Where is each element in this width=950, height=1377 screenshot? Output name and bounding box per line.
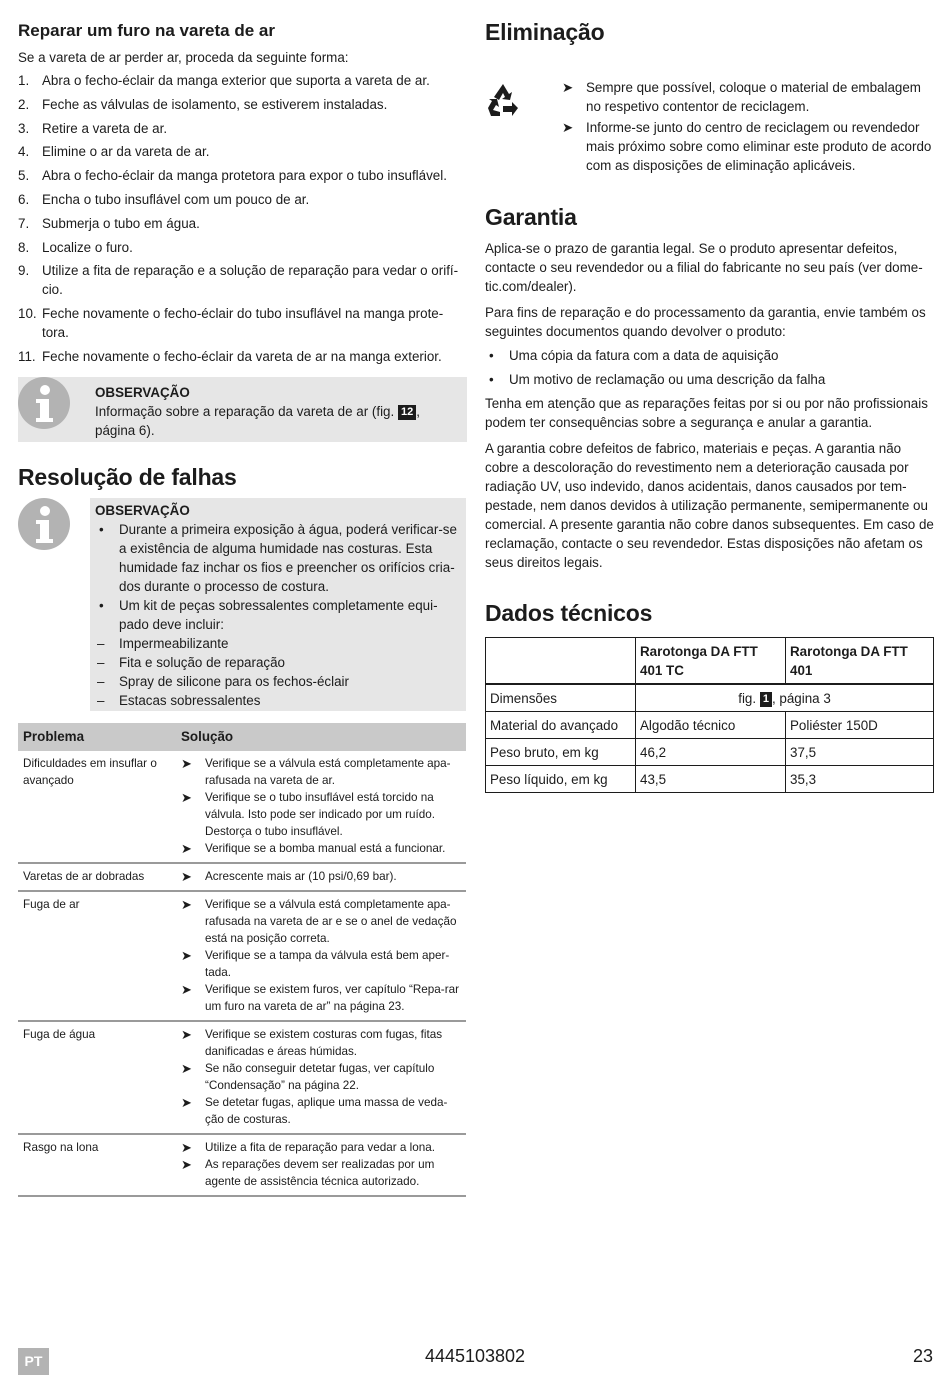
solution-text: Se detetar fugas, aplique uma massa de veda-ção de costuras. (205, 1095, 448, 1126)
list-item (95, 634, 458, 653)
warranty-title: Garantia (485, 204, 577, 230)
list-item (485, 370, 934, 389)
step-text: Utilize a fita de reparação e a solução de reparação para vedar o orifí-cio. (42, 263, 459, 298)
bullet-icon: • (99, 597, 104, 613)
step-number: 11. (18, 348, 36, 364)
disposal-section (485, 78, 934, 175)
solution-text: As reparações devem ser realizadas por um agente de assistência técnica autorizado. (205, 1157, 435, 1188)
col-header-solution: Solução (176, 723, 466, 751)
step-text: Abra o fecho-éclair da manga protetora para expor o tubo insuflável. (42, 168, 447, 184)
solution-item (181, 1060, 461, 1094)
fig-reference: 12 (398, 405, 416, 420)
list-item (18, 261, 467, 299)
tech-row (486, 712, 934, 739)
tech-header-model-1: Rarotonga DA FTT 401 TC (636, 638, 786, 685)
disposal-text: Informe-se junto do centro de reciclagem ou revendedor mais próximo sobre como eliminar este produto de acordo com as disposições de eliminação aplicáveis. (586, 120, 932, 173)
step-number: 2. (18, 96, 30, 112)
note-troubleshoot (90, 498, 466, 711)
warranty-paragraph-2: Para fins de reparação e do processamento da garantia, envie também os seguintes documentos quando devolver o produto: (485, 305, 926, 339)
col-header-problem: Problema (18, 723, 176, 751)
bullet-text: Uma cópia da fatura com a data de aquisição (509, 348, 779, 363)
solution-item (181, 789, 461, 840)
note-bullets (95, 520, 458, 634)
disposal-title: Eliminação (485, 19, 605, 45)
solution-item (181, 1026, 461, 1060)
dash-icon: – (97, 673, 105, 689)
tech-value: 46,2 (636, 739, 786, 766)
arrow-right-icon: ➤ (181, 868, 192, 884)
step-text: Submerja o tubo em água. (42, 215, 200, 231)
solution-text: Verifique se a tampa da válvula está bem aper-tada. (205, 948, 450, 979)
solution-item (181, 755, 461, 789)
dash-text: Spray de silicone para os fechos-éclair (119, 673, 349, 689)
note-repair (18, 377, 467, 442)
step-text: Feche novamente o fecho-éclair da vareta de ar na manga exterior. (42, 348, 442, 364)
step-number: 6. (18, 191, 30, 207)
fig-reference: 1 (760, 692, 772, 707)
troubleshoot-title: Resolução de falhas (18, 463, 237, 490)
step-number: 3. (18, 120, 30, 136)
list-item (485, 346, 934, 365)
disposal-item (562, 78, 934, 116)
step-number: 1. (18, 73, 30, 88)
solution-text: Se não conseguir detetar fugas, ver capítulo “Condensação” na página 22. (205, 1061, 435, 1092)
table-row (18, 1134, 466, 1196)
tech-row (486, 684, 934, 712)
dash-icon: – (97, 692, 105, 708)
disposal-list (562, 78, 934, 175)
repair-intro: Se a vareta de ar perder ar, proceda da seguinte forma: (18, 50, 349, 65)
note-troubleshoot-wrap (18, 498, 467, 712)
table-row (18, 891, 466, 1021)
arrow-right-icon: ➤ (181, 1026, 192, 1042)
list-item (95, 653, 458, 672)
arrow-right-icon: ➤ (181, 947, 192, 963)
solution-text: Verifique se existem furos, ver capítulo “Repa-rar um furo na vareta de ar” na página 23. (205, 982, 459, 1013)
tech-title: Dados técnicos (485, 600, 653, 626)
dash-text: Fita e solução de reparação (119, 654, 285, 670)
step-text: Elimine o ar da vareta de ar. (42, 144, 210, 160)
right-column (485, 18, 934, 793)
list-item (18, 214, 467, 233)
step-number: 5. (18, 168, 30, 184)
tech-header-model-2: Rarotonga DA FTT 401 (786, 638, 934, 685)
solution-item (181, 868, 461, 885)
note-text: Informação sobre a reparação da vareta de ar (fig. 12 , página 6). (95, 403, 420, 438)
repair-steps (18, 71, 467, 366)
tech-value: 37,5 (786, 739, 934, 766)
problem-cell: Varetas de ar dobradas (18, 863, 176, 891)
tech-row-label: Peso bruto, em kg (486, 739, 636, 766)
step-number: 4. (18, 144, 30, 160)
problem-cell: Dificuldades em insuflar o avançado (18, 751, 176, 863)
solution-cell (176, 751, 466, 863)
list-item (18, 95, 467, 114)
solution-item (181, 1156, 461, 1190)
solution-cell (176, 863, 466, 891)
solution-item (181, 1094, 461, 1128)
solution-item (181, 840, 461, 857)
note-title: OBSERVAÇÃO (95, 384, 190, 400)
list-item (95, 520, 458, 596)
problem-cell: Rasgo na lona (18, 1134, 176, 1196)
warranty-paragraph-1: Aplica-se o prazo de garantia legal. Se o produto apresentar defeitos, contacte o seu revendedor ou a filial do fabricante no seu país (ver dome-tic.com/dealer). (485, 241, 923, 294)
warranty-paragraph-4: A garantia cobre defeitos de fabrico, materiais e peças. A garantia não cobre a descoloração do revestimento nem a deterioração causada por radiação UV, uso indevido, danos acidentais, danos causados por tem-pestade, nem danos devidos à utilização permanente, semipermanente ou comercial. A presente garantia não cobre danos subsequentes. Em caso de reclamação, contacte o seu revendedor. Estas disposições não afetam os seus direitos legais. (485, 441, 934, 570)
solution-text: Verifique se o tubo insuflável está torcido na válvula. Isto pode ser indicado por um ruído. Destorça o tubo insuflável. (205, 790, 435, 838)
table-row (18, 1021, 466, 1134)
table-row (18, 751, 466, 863)
warranty-paragraph-3: Tenha em atenção que as reparações feitas por si ou por não profissionais podem ter consequências sobre a segurança e anular a garantia. (485, 396, 928, 430)
tech-table (485, 637, 934, 793)
dash-text: Estacas sobressalentes (119, 692, 261, 708)
arrow-right-icon: ➤ (181, 1139, 192, 1155)
arrow-right-icon: ➤ (181, 840, 192, 856)
page-number: 23 (912, 1346, 933, 1366)
tech-value: Algodão técnico (636, 712, 786, 739)
bullet-icon: • (489, 348, 494, 363)
warranty-bullets (485, 346, 934, 389)
step-text: Feche as válvulas de isolamento, se estiverem instaladas. (42, 96, 388, 112)
arrow-right-icon: ➤ (181, 896, 192, 912)
arrow-right-icon: ➤ (181, 1156, 192, 1172)
tech-row-label: Dimensões (486, 684, 636, 712)
step-text: Feche novamente o fecho-éclair do tubo insuflável na manga prote-tora. (42, 306, 444, 341)
bullet-icon: • (489, 372, 494, 387)
arrow-right-icon: ➤ (181, 1094, 192, 1110)
solution-text: Acrescente mais ar (10 psi/0,69 bar). (205, 869, 397, 883)
solution-text: Verifique se a válvula está completamente apa-rafusada na vareta de ar. (205, 756, 451, 787)
arrow-right-icon: ➤ (181, 981, 192, 997)
list-item (18, 119, 467, 138)
tech-value: 43,5 (636, 766, 786, 793)
list-item (18, 71, 467, 90)
dash-icon: – (97, 635, 105, 651)
note-title: OBSERVAÇÃO (95, 502, 190, 518)
bullet-icon: • (99, 521, 104, 537)
tech-row (486, 739, 934, 766)
tech-dimensions-value: fig. 1 , página 3 (636, 684, 934, 712)
solution-item (181, 1139, 461, 1156)
arrow-right-icon: ➤ (562, 80, 574, 95)
solution-text: Verifique se existem costuras com fugas, fitas danificadas e áreas húmidas. (205, 1027, 443, 1058)
solution-item (181, 896, 461, 947)
tech-value: 35,3 (786, 766, 934, 793)
tech-row-label: Peso líquido, em kg (486, 766, 636, 793)
list-item (95, 596, 458, 634)
repair-title: Reparar um furo na vareta de ar (18, 21, 275, 40)
step-number: 10. (18, 306, 37, 322)
arrow-right-icon: ➤ (562, 120, 574, 135)
dash-text: Impermeabilizante (119, 635, 229, 651)
document-code: 4445103802 (424, 1346, 526, 1366)
tech-row-label: Material do avançado (486, 712, 636, 739)
solution-item (181, 947, 461, 981)
note-dash-list (95, 634, 458, 710)
solution-item (181, 981, 461, 1015)
list-item (95, 672, 458, 691)
solution-cell (176, 1021, 466, 1134)
tech-value: Poliéster 150D (786, 712, 934, 739)
solution-cell (176, 891, 466, 1021)
problem-cell: Fuga de ar (18, 891, 176, 1021)
solution-text: Verifique se a bomba manual está a funcionar. (205, 841, 446, 855)
list-item (95, 691, 458, 710)
solution-cell (176, 1134, 466, 1196)
disposal-text: Sempre que possível, coloque o material de embalagem no respetivo contentor de reciclagem. (586, 80, 921, 114)
disposal-item (562, 118, 934, 175)
step-text: Localize o furo. (42, 239, 133, 255)
step-number: 9. (18, 263, 30, 279)
dash-icon: – (97, 654, 105, 670)
troubleshoot-table (18, 723, 466, 1197)
problem-cell: Fuga de água (18, 1021, 176, 1134)
arrow-right-icon: ➤ (181, 1060, 192, 1076)
list-item (18, 347, 467, 366)
list-item (18, 166, 467, 185)
list-item (18, 304, 467, 342)
arrow-right-icon: ➤ (181, 789, 192, 805)
list-item (18, 190, 467, 209)
list-item (18, 142, 467, 161)
list-item (18, 238, 467, 257)
step-number: 8. (18, 239, 30, 255)
solution-text: Utilize a fita de reparação para vedar a lona. (205, 1140, 435, 1154)
step-number: 7. (18, 215, 30, 231)
language-badge: PT (18, 1348, 49, 1375)
tech-header-empty (486, 638, 636, 685)
left-column (18, 20, 467, 1197)
bullet-text: Durante a primeira exposição à água, poderá verificar-se a existência de alguma humidade nas costuras. Esta humidade faz inchar os fios e preencher os orifícios cria-dos durante o processo de costura. (119, 521, 457, 594)
bullet-text: Um motivo de reclamação ou uma descrição da falha (509, 372, 826, 387)
step-text: Abra o fecho-éclair da manga exterior que suporta a vareta de ar. (42, 73, 430, 88)
bullet-text: Um kit de peças sobressalentes completamente equi-pado deve incluir: (119, 597, 438, 632)
table-row (18, 863, 466, 891)
solution-text: Verifique se a válvula está completamente apa-rafusada na vareta de ar e se o anel de vedação está na posição correta. (205, 897, 457, 945)
info-icon (18, 377, 70, 429)
step-text: Encha o tubo insuflável com um pouco de ar. (42, 191, 310, 207)
recycle-icon (485, 82, 521, 123)
arrow-right-icon: ➤ (181, 755, 192, 771)
tech-row (486, 766, 934, 793)
step-text: Retire a vareta de ar. (42, 120, 168, 136)
info-icon (18, 498, 70, 550)
